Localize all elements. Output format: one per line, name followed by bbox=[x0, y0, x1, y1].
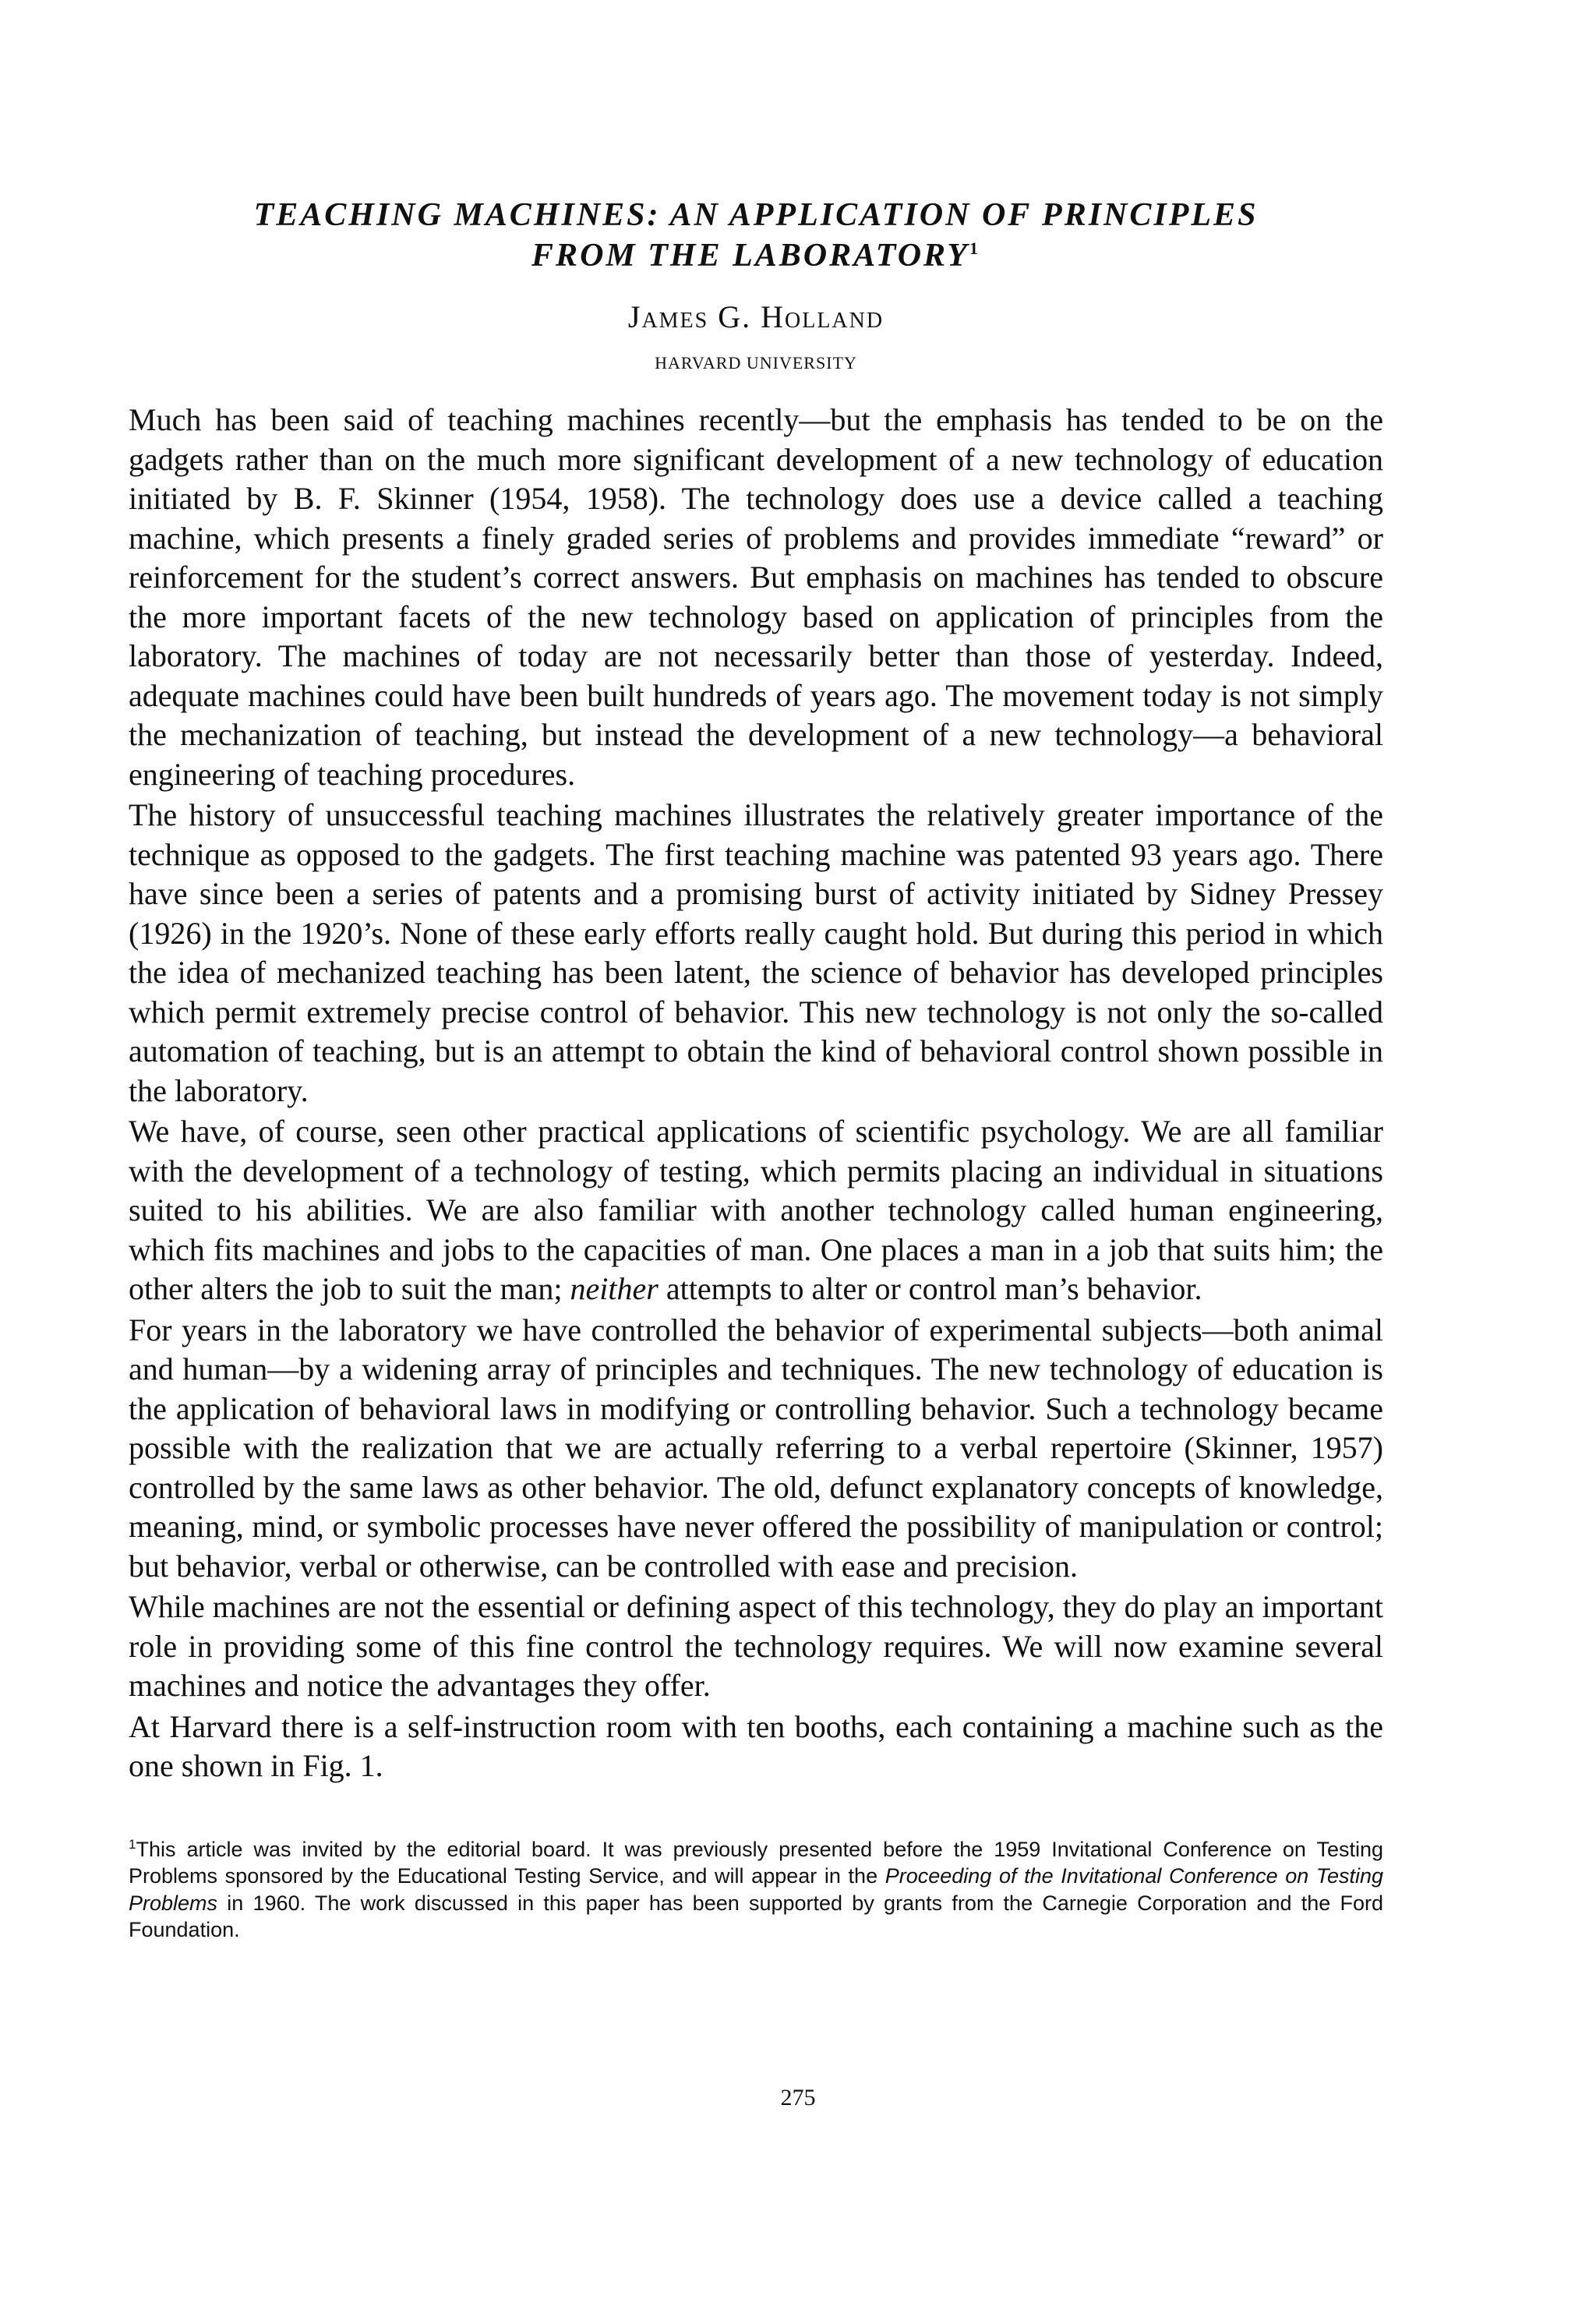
paragraph-1: Much has been said of teaching machines recently—but the emphasis has tended to be on the gadgets rather than on the much more significant development of a new technology of education initiated by B. F. Skinner (1954, 1958). The technology does use a device called a teaching machine, which presents a finely graded series of problems and provides immediate “reward” or reinforcement for the student’s correct answers. But emphasis on machines has tended to obscure the more important facets of the new technology based on application of principles from the laboratory. The machines of today are not necessarily better than those of yesterday. Indeed, adequate machines could have been built hundreds of years ago. The movement today is not simply the mechanization of teaching, but instead the development of a new technology—a behavioral engineering of teaching procedures. bbox=[129, 402, 1383, 792]
author-affiliation: HARVARD UNIVERSITY bbox=[655, 353, 857, 373]
author-name: James G. Holland bbox=[627, 299, 885, 334]
footnote-marker: 1 bbox=[129, 1836, 136, 1852]
footnotes bbox=[129, 1836, 1383, 1944]
paragraph-6: At Harvard there is a self-instruction room with ten booths, each containing a machine such as the one shown in Fig. 1. bbox=[129, 1708, 1383, 1783]
paragraph-2: The history of unsuccessful teaching machines illustrates the relatively greater importance of the technique as opposed to the gadgets. The first teaching machine was patented 93 years ago. There have since been a series of patents and a promising burst of activity initiated by Sidney Pressey (1926) in the 1920’s. None of these early efforts really caught hold. But during this period in which the idea of mechanized teaching has been latent, the science of behavior has developed principles which permit extremely precise control of behavior. This new technology is not only the so-called automation of teaching, but is an attempt to obtain the kind of behavioral control shown possible in the laboratory. bbox=[129, 797, 1383, 1108]
paragraph-3 bbox=[129, 1112, 1383, 1309]
article-title bbox=[129, 195, 1383, 276]
footnote-1 bbox=[129, 1836, 1383, 1944]
page-number: 275 bbox=[780, 2085, 816, 2110]
title-line-1: TEACHING MACHINES: AN APPLICATION OF PRINCIPLES bbox=[253, 197, 1259, 233]
paragraph-4: For years in the laboratory we have controlled the behavior of experimental subjects—both animal and human—by a widening array of principles and techniques. The new technology of education is the application of behavioral laws in modifying or controlling behavior. Such a technology became possible with the realization that we are actually referring to a verbal repertoire (Skinner, 1957) controlled by the same laws as other behavior. The old, defunct explanatory concepts of knowledge, meaning, mind, or symbolic processes have never offered the possibility of manipulation or control; but behavior, verbal or otherwise, can be controlled with ease and precision. bbox=[129, 1312, 1383, 1584]
title-line-2: FROM THE LABORATORY bbox=[531, 238, 969, 274]
footnote-italic-title: Proceeding of the Invitational Conference on Testing Problems bbox=[129, 1864, 1383, 1915]
title-footnote-marker: 1 bbox=[969, 238, 980, 258]
paragraph-3-text-b: attempts to alter or control man’s behavior. bbox=[658, 1271, 1202, 1306]
article-page bbox=[129, 195, 1383, 1944]
paragraph-3-text-a: We have, of course, seen other practical applications of scientific psychology. We are all familiar with the development of a technology of testing, which permits placing an individual in situations suited to his abilities. We are also familiar with another technology called human engineering, which fits machines and jobs to the capacities of man. One places a man in a job that suits him; the other alters the job to suit the man; bbox=[129, 1114, 1383, 1306]
paragraph-5: While machines are not the essential or defining aspect of this technology, they do play an important role in providing some of this fine control the technology requires. We will now examine several machines and notice the advantages they offer. bbox=[129, 1589, 1383, 1703]
footnote-text-b: in 1960. The work discussed in this paper has been supported by grants from the Carnegie Corporation and the Ford Foundation. bbox=[129, 1891, 1383, 1941]
paragraph-3-italic: neither bbox=[570, 1271, 659, 1306]
footnote-text-a: This article was invited by the editorial board. It was previously presented before the 1959 Invitational Conference on Testing Problems sponsored by the Educational Testing Service, and will appear in the bbox=[129, 1837, 1383, 1888]
article-body bbox=[129, 401, 1383, 1786]
